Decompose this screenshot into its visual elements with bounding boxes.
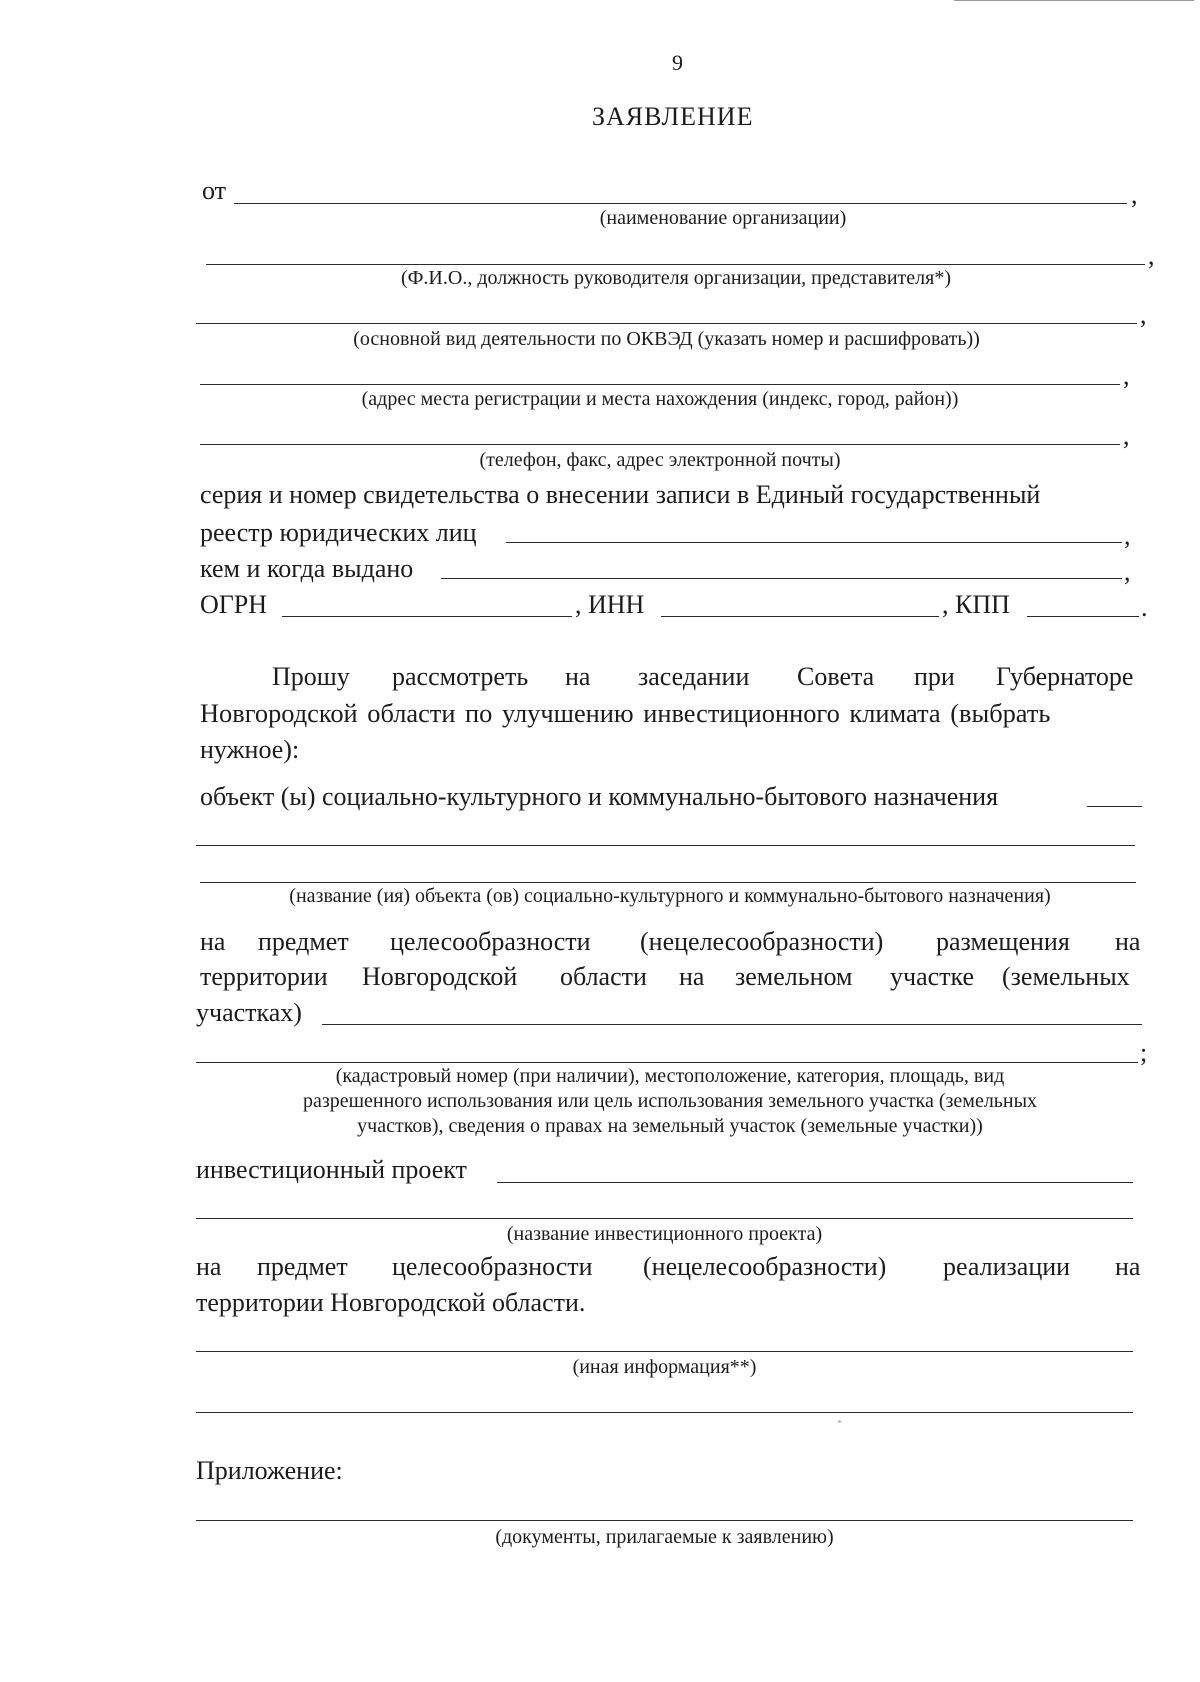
placement-word: территории xyxy=(200,962,328,991)
comma: , xyxy=(1123,361,1130,390)
request-word: Совета xyxy=(797,662,875,691)
placement-word: на xyxy=(1115,927,1141,956)
placement-word: земельном xyxy=(735,962,853,991)
request-word: Губернаторе xyxy=(996,662,1134,691)
from-label: от xyxy=(202,176,227,205)
placement-word: (нецелесообразности) xyxy=(640,927,884,956)
ogrn-label: ОГРН xyxy=(200,590,268,619)
attachment-line[interactable] xyxy=(196,1520,1133,1521)
okved-line[interactable] xyxy=(196,323,1137,324)
caption-contacts: (телефон, факс, адрес электронной почты) xyxy=(479,449,841,471)
request-word: при xyxy=(914,662,955,691)
placement-word: размещения xyxy=(936,927,1070,956)
land-line-1[interactable] xyxy=(322,1024,1142,1025)
investment-line-1[interactable] xyxy=(497,1182,1133,1183)
head-line[interactable] xyxy=(206,264,1145,265)
page-title: ЗАЯВЛЕНИЕ xyxy=(592,102,754,131)
object-label: объект (ы) социально-культурного и коммунально-бытового назначения xyxy=(200,782,999,811)
realization-word: на xyxy=(196,1252,222,1281)
inn-line[interactable] xyxy=(661,616,939,617)
realization-word: предмет xyxy=(257,1252,348,1281)
realization-word: (нецелесообразности) xyxy=(643,1252,887,1281)
caption-okved: (основной вид деятельности по ОКВЭД (указать номер и расшифровать)) xyxy=(353,328,980,350)
semicolon: ; xyxy=(1140,1038,1148,1067)
object-line-1[interactable] xyxy=(196,845,1135,846)
request-word: заседании xyxy=(638,662,750,691)
request-word: рассмотреть xyxy=(392,662,529,691)
placement-word: области xyxy=(560,962,647,991)
page-number: 9 xyxy=(672,50,683,75)
period: . xyxy=(1141,593,1148,622)
request-word: на xyxy=(565,662,591,691)
certificate-text-line1: серия и номер свидетельства о внесении записи в Единый государственный xyxy=(200,480,1041,509)
page-corner-edge xyxy=(954,0,1194,1)
caption-org-name: (наименование организации) xyxy=(599,207,847,229)
kpp-label: , КПП xyxy=(942,590,1010,619)
placement-word: (земельных xyxy=(1002,962,1130,991)
comma: , xyxy=(1124,557,1131,586)
request-word: Прошу xyxy=(272,662,350,691)
certificate-text-line2: реестр юридических лиц xyxy=(200,518,477,547)
caption-land-1: (кадастровый номер (при наличии), местоположение, категория, площадь, вид xyxy=(335,1065,1005,1087)
request-text-line2: Новгородской области по улучшению инвестиционного климата (выбрать xyxy=(200,698,1051,728)
realization-word: реализации xyxy=(943,1252,1071,1281)
caption-land-3: участков), сведения о правах на земельный участок (земельные участки)) xyxy=(357,1115,983,1137)
placement-word: на xyxy=(679,962,705,991)
realization-word: на xyxy=(1115,1252,1141,1281)
object-line-short[interactable] xyxy=(1087,806,1142,807)
comma: , xyxy=(1140,300,1147,329)
issued-line[interactable] xyxy=(441,578,1122,579)
land-line-2[interactable] xyxy=(196,1062,1138,1063)
investment-line-2[interactable] xyxy=(196,1218,1133,1219)
placement-word: участке xyxy=(890,962,975,991)
org-name-line[interactable] xyxy=(234,203,1127,204)
comma: , xyxy=(1124,521,1131,550)
caption-object: (название (ия) объекта (ов) социально-культурного и коммунально-бытового назначения) xyxy=(289,885,1051,907)
placement-word: предмет xyxy=(258,927,349,956)
comma: , xyxy=(1131,180,1138,209)
caption-investment: (название инвестиционного проекта) xyxy=(506,1223,823,1245)
placement-text-line3: участках) xyxy=(196,998,302,1027)
issued-label: кем и когда выдано xyxy=(200,554,414,583)
investment-label: инвестиционный проект xyxy=(196,1155,467,1184)
scan-speck xyxy=(838,1420,841,1423)
caption-address: (адрес места регистрации и места нахождения (индекс, город, район)) xyxy=(361,388,959,410)
caption-documents: (документы, прилагаемые к заявлению) xyxy=(495,1526,834,1548)
egrul-line[interactable] xyxy=(506,542,1122,543)
contacts-line[interactable] xyxy=(200,444,1120,445)
inn-label: , ИНН xyxy=(575,590,645,619)
placement-word: целесообразности xyxy=(390,927,591,956)
caption-land-2: разрешенного использования или цель использования земельного участка (земельных xyxy=(302,1090,1038,1112)
placement-word: на xyxy=(200,927,226,956)
comma: , xyxy=(1123,421,1130,450)
other-info-line-1[interactable] xyxy=(196,1351,1133,1352)
ogrn-line[interactable] xyxy=(282,616,572,617)
realization-text-line2: территории Новгородской области. xyxy=(196,1288,586,1317)
address-line[interactable] xyxy=(200,384,1120,385)
comma: , xyxy=(1148,241,1155,270)
caption-head: (Ф.И.О., должность руководителя организации, представителя*) xyxy=(400,267,952,289)
object-line-2[interactable] xyxy=(200,882,1136,883)
realization-word: целесообразности xyxy=(392,1252,593,1281)
other-info-line-2[interactable] xyxy=(196,1412,1133,1413)
placement-word: Новгородской xyxy=(362,962,518,991)
kpp-line[interactable] xyxy=(1027,616,1139,617)
caption-other: (иная информация**) xyxy=(572,1356,757,1378)
attachment-label: Приложение: xyxy=(196,1456,343,1485)
request-text-line3: нужное): xyxy=(200,735,300,764)
